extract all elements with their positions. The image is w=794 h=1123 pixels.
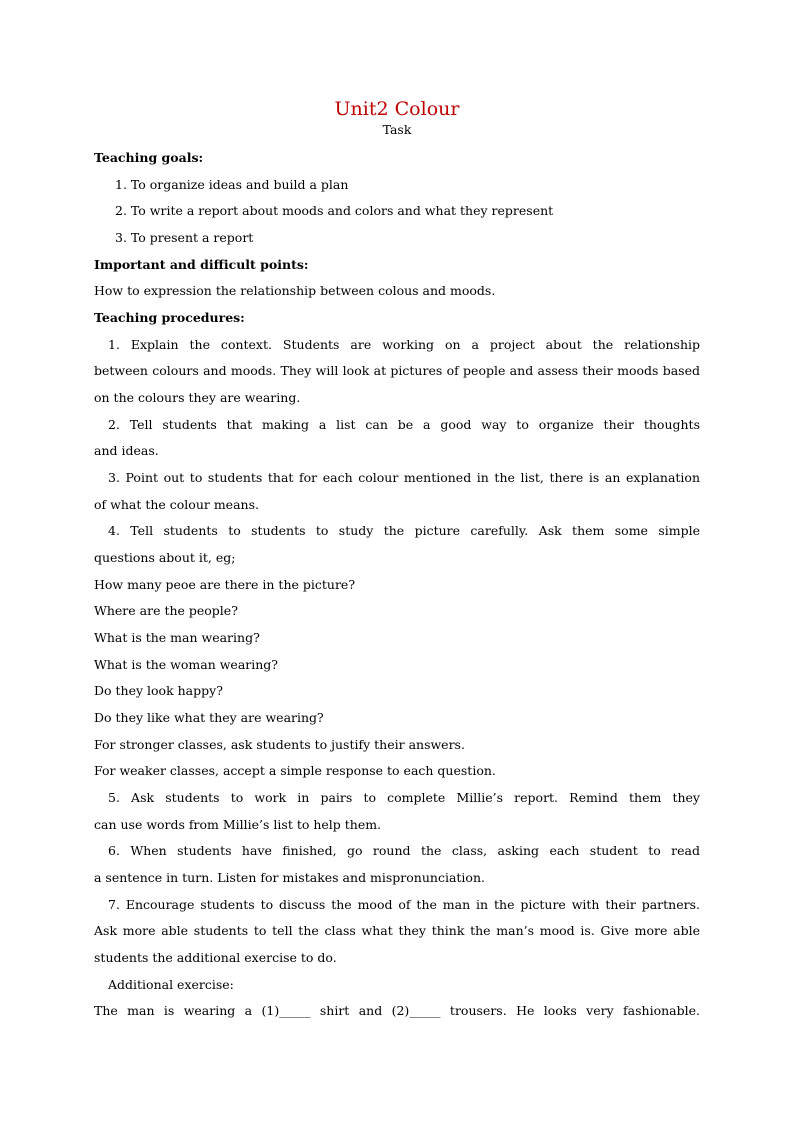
procedure-line: 5. Ask students to work in pairs to complete Millie’s report. Remind them they <box>108 790 700 805</box>
goal-item: 2. To write a report about moods and colors and what they represent <box>115 203 554 218</box>
document-subtitle: Task <box>382 122 412 137</box>
goal-item: 3. To present a report <box>115 230 254 245</box>
procedure-line: Ask more able students to tell the class what they think the man’s mood is. Give more able <box>94 923 700 938</box>
procedure-line: between colours and moods. They will look at pictures of people and assess their moods based <box>94 363 700 378</box>
points-text: How to expression the relationship between colous and moods. <box>94 283 496 298</box>
goals-heading: Teaching goals: <box>94 150 204 165</box>
procedure-line: of what the colour means. <box>94 497 259 512</box>
question-line: What is the woman wearing? <box>94 657 279 672</box>
procedure-line: and ideas. <box>94 443 159 458</box>
goal-item: 1. To organize ideas and build a plan <box>115 177 349 192</box>
procedure-line: 1. Explain the context. Students are working on a project about the relationship <box>108 337 700 352</box>
question-line: Where are the people? <box>94 603 238 618</box>
procedure-line: 6. When students have finished, go round the class, asking each student to read <box>108 843 700 858</box>
question-line: How many peoe are there in the picture? <box>94 577 356 592</box>
procedure-line: a sentence in turn. Listen for mistakes and mispronunciation. <box>94 870 485 885</box>
weaker-classes-line: For weaker classes, accept a simple response to each question. <box>94 763 496 778</box>
points-heading: Important and difficult points: <box>94 257 309 272</box>
procedure-line: students the additional exercise to do. <box>94 950 337 965</box>
procedure-line: 4. Tell students to students to study the picture carefully. Ask them some simple <box>108 523 700 538</box>
procedure-line: 3. Point out to students that for each colour mentioned in the list, there is an explanation <box>108 470 700 485</box>
additional-exercise-heading: Additional exercise: <box>108 977 234 992</box>
stronger-classes-line: For stronger classes, ask students to justify their answers. <box>94 737 465 752</box>
procedure-line: questions about it, eg; <box>94 550 236 565</box>
exercise-line: The man is wearing a (1)_____ shirt and (2)_____ trousers. He looks very fashionable. <box>94 1003 700 1018</box>
document-title: Unit2 Colour <box>334 98 460 120</box>
question-line: What is the man wearing? <box>94 630 260 645</box>
procedure-line: on the colours they are wearing. <box>94 390 301 405</box>
procedures-heading: Teaching procedures: <box>94 310 245 325</box>
procedure-line: 7. Encourage students to discuss the mood of the man in the picture with their partners. <box>108 897 700 912</box>
procedure-line: can use words from Millie’s list to help them. <box>94 817 382 832</box>
question-line: Do they look happy? <box>94 683 223 698</box>
procedure-line: 2. Tell students that making a list can be a good way to organize their thoughts <box>108 417 700 432</box>
question-line: Do they like what they are wearing? <box>94 710 324 725</box>
